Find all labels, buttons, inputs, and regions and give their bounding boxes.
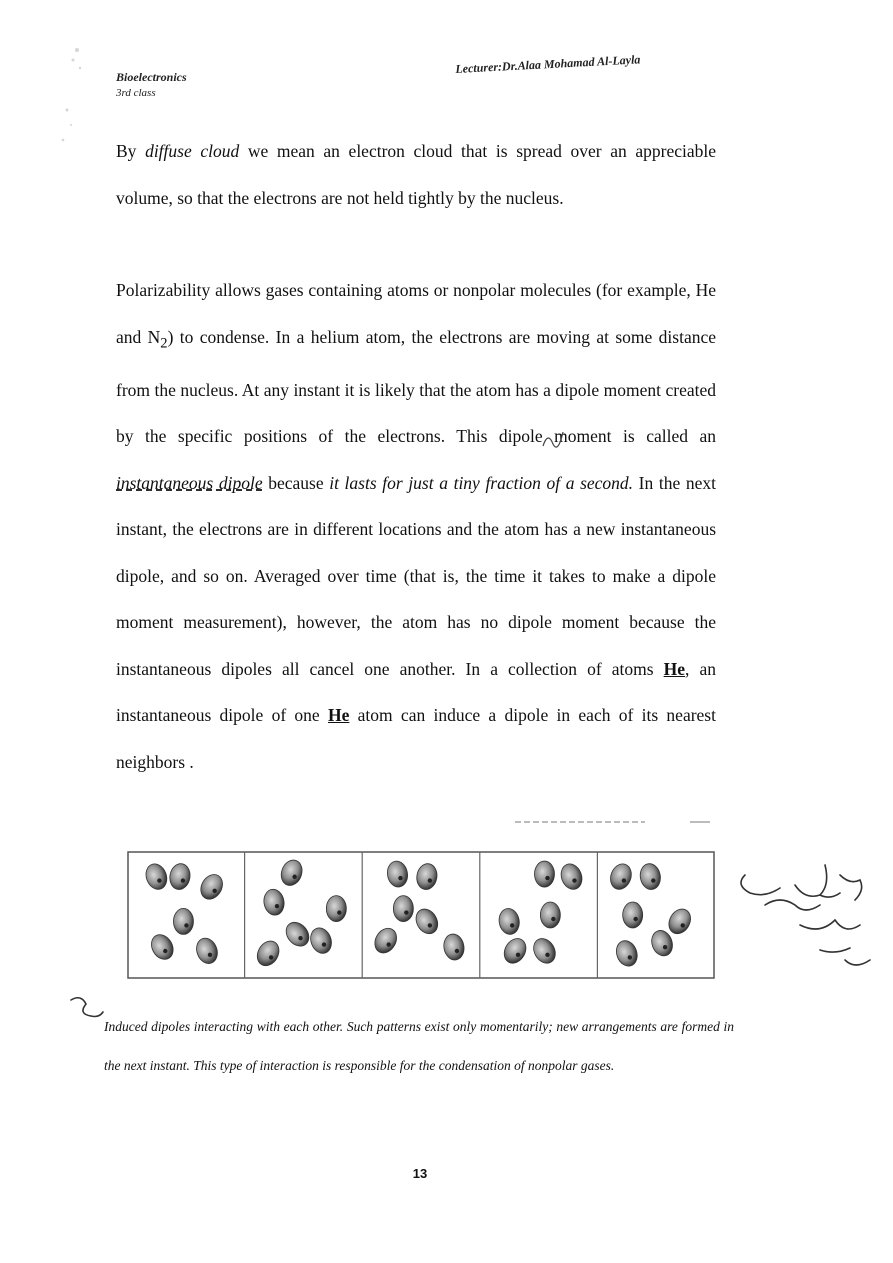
handwritten-arabic-note — [725, 855, 875, 985]
electron-dot — [510, 923, 514, 927]
electron-dot — [651, 878, 655, 882]
electron-dot — [398, 876, 402, 880]
electron-dot — [322, 942, 326, 946]
electron-dot — [545, 876, 549, 880]
page-number: 13 — [412, 1166, 428, 1181]
electron-dot — [681, 923, 685, 927]
figure-caption: Induced dipoles interacting with each other. Such patterns exist only momentarily; new arrangements are formed in the next instant. This type of interaction is responsible for the condensation of nonpolar gases. — [104, 1019, 734, 1073]
helium-atom — [540, 902, 560, 928]
electron-dot — [269, 955, 273, 959]
electron-dot — [208, 953, 212, 957]
helium-atom — [393, 896, 413, 922]
electron-dot — [428, 923, 432, 927]
helium-atom — [326, 896, 346, 922]
helium-atom — [173, 908, 193, 934]
emphasis-tiny-fraction: it lasts for just a tiny fraction of a second. — [329, 472, 634, 493]
electron-dot — [212, 889, 216, 893]
electron-dot — [404, 910, 408, 914]
he-underlined-2: He — [327, 705, 350, 725]
electron-dot — [545, 953, 549, 957]
electron-dot — [337, 910, 341, 914]
electron-dot — [163, 949, 167, 953]
header-lecturer: Lecturer:Dr.Alaa Mohamad Al-Layla — [455, 52, 641, 76]
electron-dot — [387, 942, 391, 946]
handwritten-mark — [66, 992, 106, 1022]
helium-atom — [623, 902, 643, 928]
header-course: Bioelectronics — [116, 70, 187, 84]
electron-dot — [157, 878, 161, 882]
paragraph-diffuse-cloud: By diffuse cloud we mean an electron cloud that is spread over an appreciable volume, so that the electrons are not held tightly by the nucleus. — [116, 141, 716, 208]
electron-dot — [292, 875, 296, 879]
term-diffuse-cloud: diffuse cloud — [145, 141, 240, 161]
electron-dot — [628, 955, 632, 959]
paragraph-polarizability: Polarizability allows gases containing atoms or nonpolar molecules (for example, He and $N_2$) to condense. In a helium atom, the electrons are moving at some distance from the nucleus. At any instant it is likely that the atom has a dipole moment created by the specific positions of the electrons. This dipole moment is called an instantaneous dipole because it lasts for just a tiny fraction of a second. In the next instant, the electrons are in different locations and the atom has a new instantaneous dipole, and so on. Averaged over time (that is, the time it takes to make a dipole moment measurement), however, the atom has no dipole moment because the instantaneous dipoles all cancel one another. In a collection of atoms He, an instantaneous dipole of one He atom can induce a dipole in each of its nearest neighbors . — [116, 280, 717, 772]
header-class: 3rd class — [116, 87, 156, 99]
scan-speck-decoration — [55, 40, 95, 160]
electron-dot — [181, 878, 185, 882]
handwritten-squiggle-specific — [538, 426, 568, 454]
electron-dot — [275, 904, 279, 908]
electron-dot — [184, 923, 188, 927]
induced-dipoles-figure — [127, 851, 715, 979]
electron-dot — [663, 945, 667, 949]
electron-dot — [572, 878, 576, 882]
electron-dot — [622, 878, 626, 882]
electron-dot — [516, 953, 520, 957]
he-underlined-1: He — [663, 658, 686, 679]
electron-dot — [428, 878, 432, 882]
electron-dot — [551, 917, 555, 921]
helium-atom — [534, 861, 554, 887]
dashed-rule — [515, 818, 715, 826]
electron-dot — [455, 949, 459, 953]
term-instantaneous-dipole: instantaneous dipole — [116, 472, 263, 493]
electron-dot — [298, 936, 302, 940]
electron-dot — [633, 917, 637, 921]
